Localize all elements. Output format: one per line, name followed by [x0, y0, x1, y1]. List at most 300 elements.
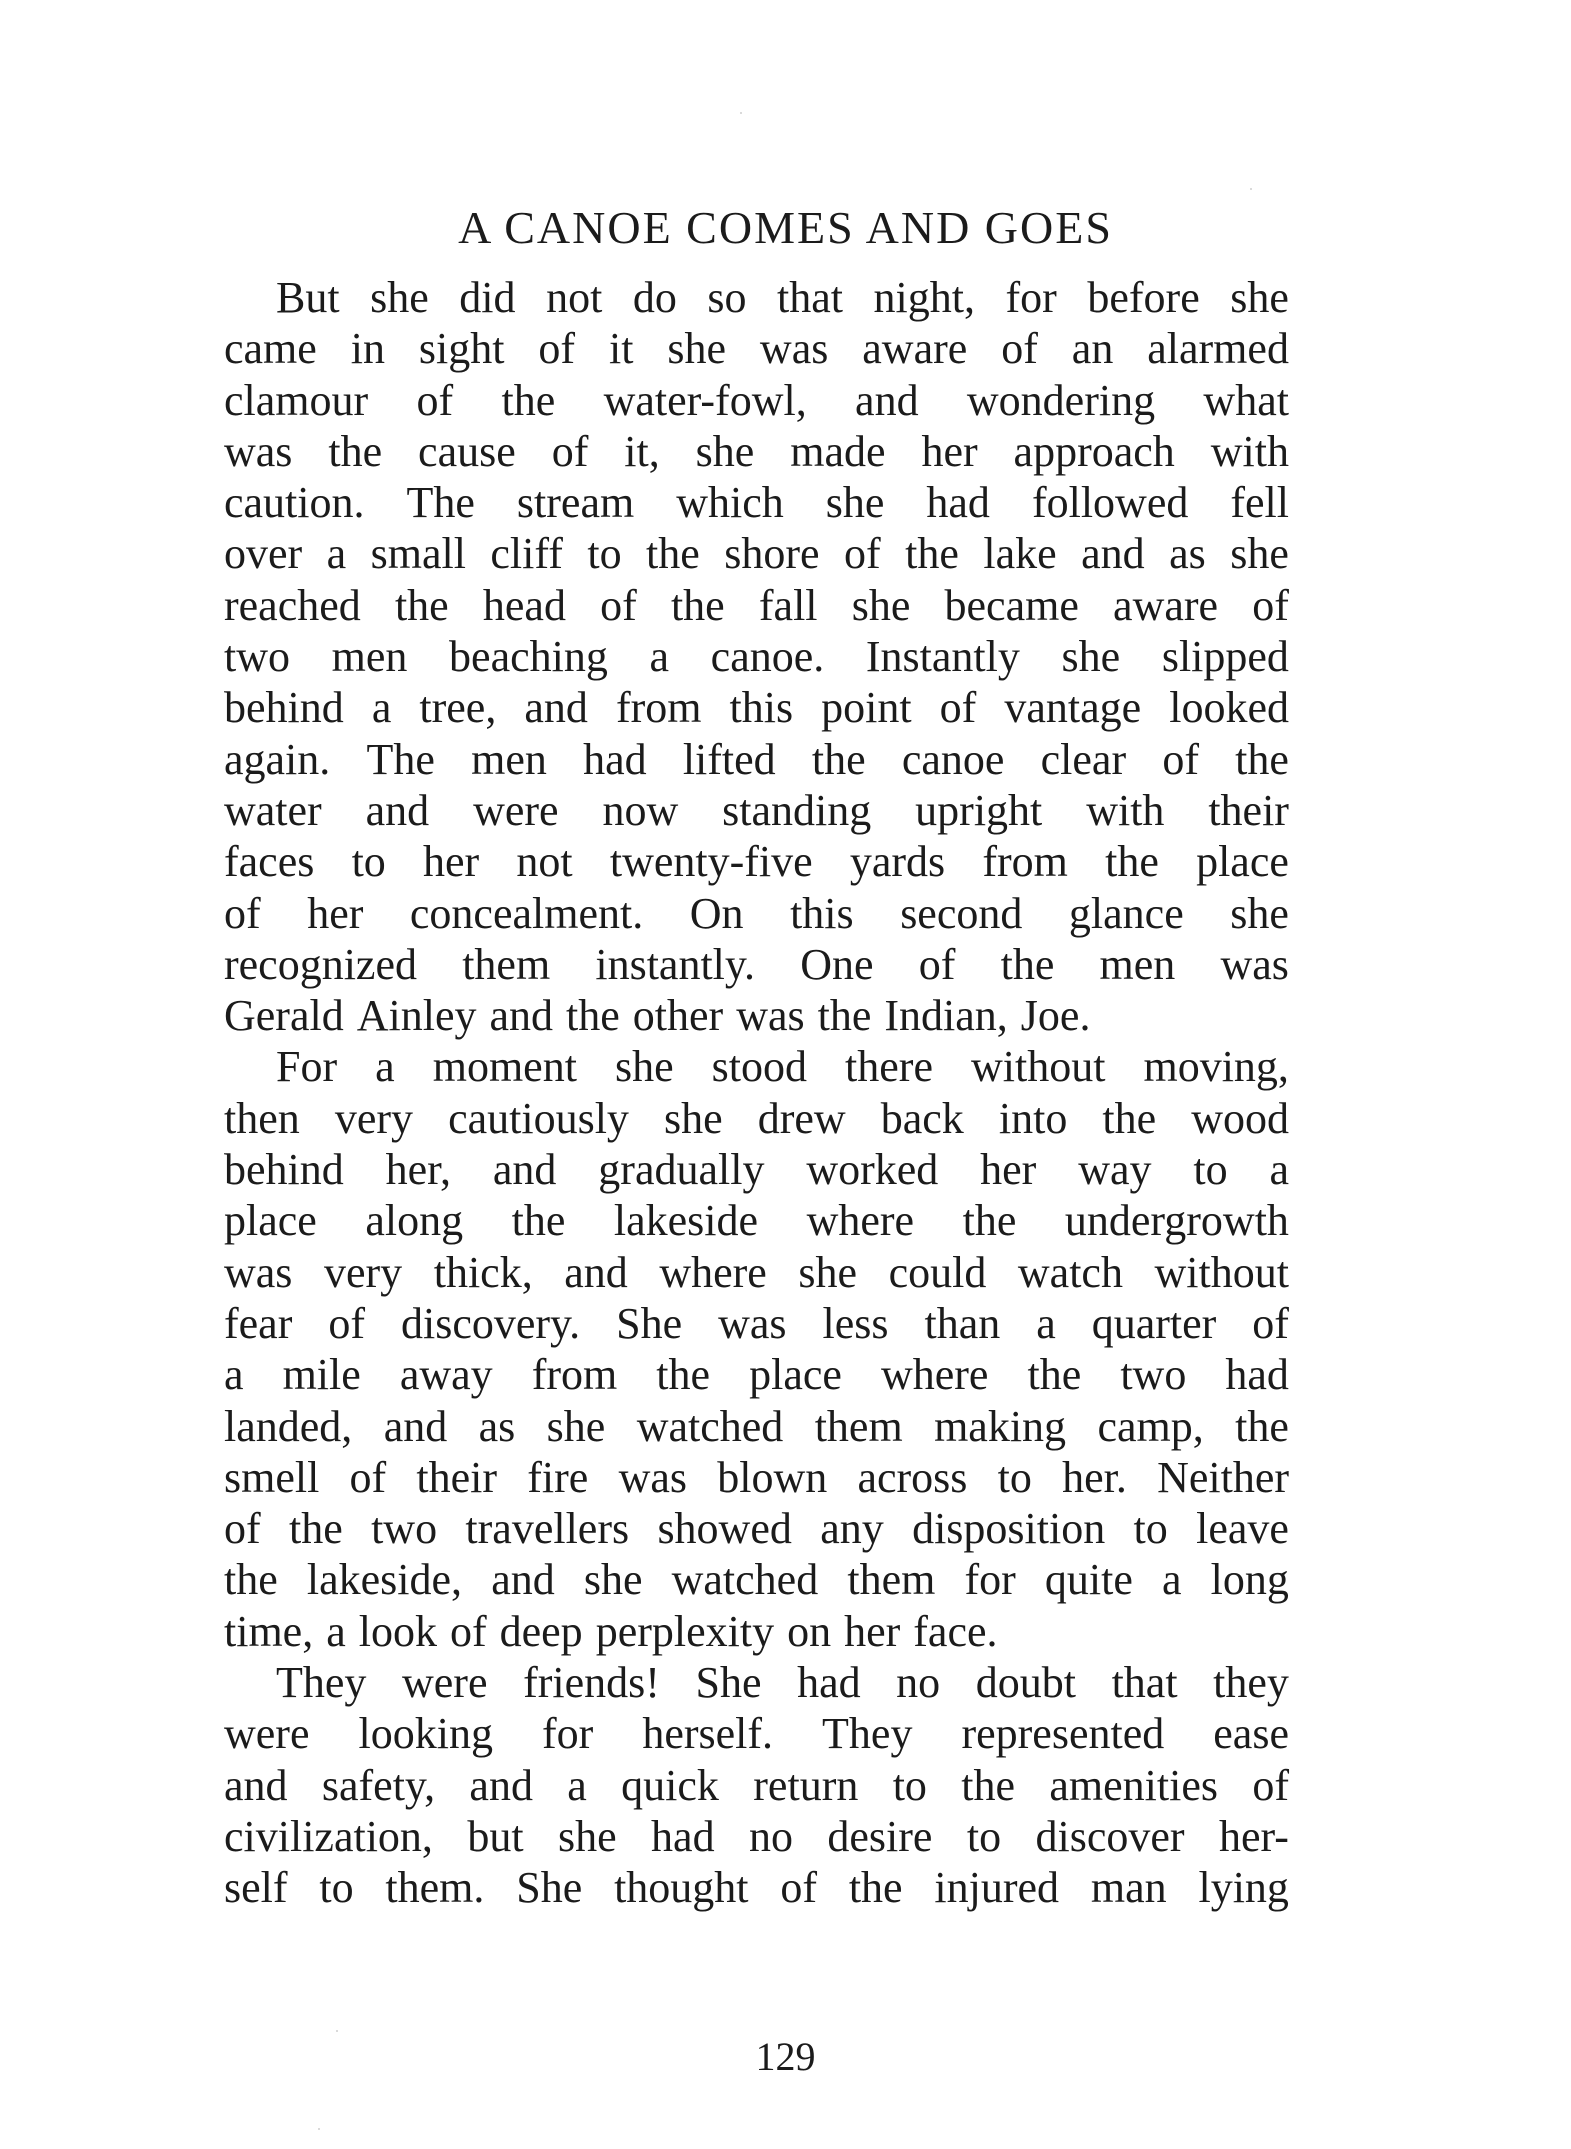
word: followed	[1031, 478, 1189, 528]
word: back	[880, 1093, 964, 1143]
text-line	[224, 1452, 1289, 1503]
word: a	[371, 683, 392, 733]
word: of	[600, 580, 637, 630]
word: reached	[224, 580, 361, 630]
word: her	[307, 888, 364, 938]
word: so	[707, 273, 747, 322]
word: without	[1154, 1247, 1289, 1297]
word: could	[888, 1247, 987, 1297]
word: cautiously	[448, 1093, 629, 1143]
word: they	[1213, 1658, 1289, 1708]
word: glance	[1068, 888, 1184, 938]
word: the	[224, 1555, 278, 1605]
word: very	[323, 1247, 403, 1297]
word: and	[383, 1401, 448, 1451]
word: had	[797, 1658, 861, 1708]
word: the	[811, 734, 866, 784]
word: civilization,	[224, 1811, 433, 1861]
word: was	[759, 324, 829, 374]
word: thick,	[433, 1247, 533, 1297]
word: place	[749, 1350, 842, 1400]
word: that	[777, 273, 843, 322]
word: fear	[224, 1298, 293, 1348]
running-head: A CANOE COMES AND GOES	[458, 202, 1113, 253]
text-line	[224, 1298, 1289, 1349]
word: Instantly	[865, 632, 1020, 682]
word: in	[350, 324, 385, 374]
word: a	[326, 529, 347, 579]
word: ease	[1213, 1709, 1289, 1759]
word: and	[491, 1555, 555, 1605]
word: blown	[717, 1452, 828, 1502]
word: men	[1099, 939, 1176, 989]
text-line	[224, 272, 1289, 323]
word: of	[844, 529, 881, 579]
word: and	[224, 1760, 288, 1810]
word: not	[546, 273, 603, 322]
word: she	[370, 273, 429, 322]
word: canoe.	[710, 632, 825, 682]
word: the	[288, 1504, 343, 1554]
word: moving,	[1143, 1042, 1289, 1092]
text-line	[224, 1862, 1289, 1913]
word: other	[632, 991, 724, 1041]
text-line	[224, 1811, 1289, 1862]
word: a	[1162, 1555, 1182, 1605]
word: For	[276, 1042, 338, 1092]
word: became	[944, 580, 1079, 630]
word: the	[566, 991, 620, 1041]
word: was	[618, 1452, 687, 1502]
word: small	[370, 529, 466, 579]
word: water-fowl,	[603, 375, 807, 425]
word: quite	[1044, 1555, 1133, 1605]
word: of	[1001, 324, 1038, 374]
word: amenities	[1049, 1760, 1218, 1810]
paper-speck	[740, 112, 742, 114]
word: to	[892, 1760, 927, 1810]
word: she	[557, 1811, 617, 1861]
word: to	[966, 1811, 1002, 1861]
word: she	[798, 1247, 858, 1297]
word: where	[659, 1247, 767, 1297]
word: self	[224, 1863, 288, 1913]
word: to	[587, 529, 622, 579]
word: wondering	[966, 375, 1156, 425]
word: she	[851, 580, 911, 630]
word: injured	[934, 1863, 1060, 1913]
word: quarter	[1091, 1298, 1217, 1348]
word: undergrowth	[1064, 1196, 1289, 1246]
word: but	[467, 1811, 524, 1861]
word: of	[1252, 1760, 1289, 1810]
text-line	[224, 682, 1289, 733]
word: point	[821, 683, 912, 733]
word: moment	[432, 1042, 577, 1092]
word: before	[1087, 273, 1200, 322]
word: the	[394, 580, 449, 630]
word: head	[482, 580, 566, 630]
word: Neither	[1157, 1452, 1289, 1502]
word: a	[1036, 1298, 1056, 1348]
word: then	[224, 1093, 300, 1143]
word: there	[845, 1042, 933, 1092]
word: lakeside	[613, 1196, 759, 1246]
word: of	[939, 683, 977, 733]
word: sight	[418, 324, 505, 374]
word: time,	[224, 1606, 314, 1656]
word: across	[857, 1452, 968, 1502]
word: looking	[358, 1709, 493, 1759]
word: friends!	[523, 1658, 660, 1708]
word: two	[1120, 1350, 1187, 1400]
word: place	[1196, 837, 1289, 887]
word: Joe.	[1020, 991, 1091, 1041]
word: deep	[499, 1606, 583, 1656]
word: They	[822, 1709, 913, 1759]
word: of	[918, 939, 956, 989]
word: beaching	[449, 632, 608, 682]
word: she	[1061, 632, 1121, 682]
word: represented	[961, 1709, 1165, 1759]
text-line	[224, 1606, 1289, 1657]
word: the	[656, 1350, 711, 1400]
word: disposition	[912, 1504, 1106, 1554]
word: doubt	[975, 1658, 1076, 1708]
word: of	[1252, 1298, 1289, 1348]
word: no	[896, 1658, 941, 1708]
word: cause	[418, 426, 516, 476]
word: was	[718, 1298, 787, 1348]
word: of	[449, 1606, 487, 1656]
word: with	[1086, 785, 1165, 835]
word: slipped	[1161, 632, 1289, 682]
word: and	[855, 375, 919, 425]
word: face.	[913, 1606, 998, 1656]
word: stood	[711, 1042, 807, 1092]
word: She	[516, 1863, 583, 1913]
word: tree,	[419, 683, 497, 733]
word: the	[1235, 1401, 1289, 1451]
word: way	[1078, 1145, 1152, 1195]
word: gradually	[598, 1145, 765, 1195]
word: away	[399, 1350, 493, 1400]
word: her	[423, 837, 480, 887]
word: looked	[1169, 683, 1289, 733]
word: caution.	[224, 478, 365, 528]
word: landed,	[224, 1401, 353, 1451]
text-line	[224, 836, 1289, 887]
word: long	[1210, 1555, 1289, 1605]
text-line	[224, 1041, 1289, 1092]
word: she	[1230, 273, 1289, 322]
word: two	[224, 632, 290, 682]
text-line	[224, 1247, 1289, 1298]
word: behind	[224, 683, 344, 733]
word: as	[1169, 529, 1206, 579]
word: on	[787, 1606, 832, 1656]
word: of	[349, 1452, 387, 1502]
word: where	[880, 1350, 989, 1400]
word: safety,	[321, 1760, 436, 1810]
word: into	[998, 1093, 1068, 1143]
word: yards	[849, 837, 946, 887]
word: was	[224, 1247, 293, 1297]
word: she	[1230, 888, 1289, 938]
word: for	[1005, 273, 1057, 322]
text-line	[224, 375, 1289, 426]
word: She	[695, 1658, 762, 1708]
word: the	[848, 1863, 903, 1913]
word: canoe	[901, 734, 1005, 784]
word: than	[924, 1298, 1001, 1348]
word: less	[822, 1298, 889, 1348]
word: night,	[873, 273, 975, 322]
word: were	[224, 1709, 310, 1759]
word: she	[667, 324, 726, 374]
word: Ainley	[356, 991, 477, 1041]
word: travellers	[465, 1504, 630, 1554]
word: was	[736, 991, 805, 1041]
paper-speck	[318, 2128, 320, 2130]
body-text	[224, 272, 1289, 1914]
word: worked	[806, 1145, 939, 1195]
word: of	[780, 1863, 817, 1913]
word: men	[471, 734, 547, 784]
word: man	[1090, 1863, 1167, 1913]
word: and	[564, 1247, 628, 1297]
word: a	[326, 1606, 346, 1656]
word: On	[689, 888, 744, 938]
word: to	[319, 1863, 354, 1913]
word: which	[676, 478, 784, 528]
word: perplexity	[595, 1606, 775, 1656]
text-line	[224, 785, 1289, 836]
word: and	[365, 785, 430, 835]
word: she	[664, 1093, 723, 1143]
word: it	[608, 324, 634, 374]
word: look	[358, 1606, 437, 1656]
word: and	[492, 1145, 557, 1195]
word: her-	[1218, 1811, 1289, 1861]
text-line	[224, 323, 1289, 374]
word: she	[583, 1555, 643, 1605]
text-line	[224, 939, 1289, 990]
word: leave	[1196, 1504, 1289, 1554]
word: not	[516, 837, 573, 887]
word: for	[541, 1709, 594, 1759]
word: was	[224, 426, 293, 476]
word: them	[847, 1555, 936, 1605]
word: them	[462, 939, 551, 989]
word: approach	[1013, 426, 1175, 476]
word: had	[651, 1811, 715, 1861]
word: the	[1000, 939, 1055, 989]
word: faces	[224, 837, 315, 887]
word: no	[748, 1811, 793, 1861]
word: without	[971, 1042, 1106, 1092]
word: Indian,	[884, 991, 1008, 1041]
page-number: 129	[755, 2034, 816, 2079]
word: lake	[983, 529, 1057, 579]
word: her	[844, 1606, 901, 1656]
word: return	[753, 1760, 859, 1810]
word: fire	[527, 1452, 589, 1502]
word: she	[695, 426, 755, 476]
word: and	[489, 991, 554, 1041]
word: the	[1102, 1093, 1157, 1143]
word: as	[478, 1401, 516, 1451]
word: twenty-five	[609, 837, 813, 887]
text-line	[224, 1401, 1289, 1452]
word: showed	[657, 1504, 792, 1554]
word: the	[961, 1760, 1016, 1810]
word: a	[224, 1350, 244, 1400]
word: their	[1208, 785, 1289, 835]
word: of	[416, 375, 454, 425]
word: concealment.	[409, 888, 644, 938]
word: smell	[224, 1452, 320, 1502]
word: of	[328, 1298, 365, 1348]
text-line	[224, 888, 1289, 939]
word: She	[616, 1298, 683, 1348]
word: was	[1220, 939, 1289, 989]
word: water	[224, 785, 322, 835]
word: her.	[1062, 1452, 1127, 1502]
word: this	[790, 888, 854, 938]
word: aware	[1113, 580, 1219, 630]
word: camp,	[1097, 1401, 1204, 1451]
text-line	[224, 1144, 1289, 1195]
word: over	[224, 529, 303, 579]
word: making	[934, 1401, 1067, 1451]
word: what	[1203, 375, 1289, 425]
word: she	[546, 1401, 606, 1451]
word: her	[980, 1145, 1037, 1195]
word: this	[729, 683, 794, 733]
word: of	[551, 426, 589, 476]
paper-speck	[336, 2030, 338, 2032]
word: from	[531, 1350, 618, 1400]
word: instantly.	[595, 939, 756, 989]
word: stream	[516, 478, 635, 528]
word: the	[511, 1196, 566, 1246]
word: the	[817, 991, 872, 1041]
word: of	[224, 1504, 261, 1554]
text-line	[224, 1503, 1289, 1554]
paper-speck	[1250, 188, 1252, 190]
word: did	[459, 273, 516, 322]
word: of	[1252, 580, 1289, 630]
word: and	[469, 1760, 533, 1810]
word: she	[1230, 529, 1289, 579]
word: from	[982, 837, 1068, 887]
word: and	[1081, 529, 1145, 579]
word: place	[224, 1196, 317, 1246]
word: two	[371, 1504, 438, 1554]
word: standing	[722, 785, 872, 835]
word: to	[1133, 1504, 1168, 1554]
word: for	[964, 1555, 1016, 1605]
word: cliff	[490, 529, 563, 579]
word: watched	[636, 1401, 784, 1451]
word: men	[331, 632, 408, 682]
word: vantage	[1004, 683, 1142, 733]
word: her,	[385, 1145, 452, 1195]
word: any	[820, 1504, 884, 1554]
word: But	[276, 273, 340, 322]
word: watch	[1017, 1247, 1123, 1297]
word: upright	[915, 785, 1043, 835]
word: were	[473, 785, 559, 835]
word: were	[401, 1658, 488, 1708]
word: the	[328, 426, 383, 476]
word: to	[1193, 1145, 1228, 1195]
word: of	[538, 324, 576, 374]
text-line	[224, 990, 1289, 1041]
word: shore	[724, 529, 820, 579]
word: the	[1235, 734, 1289, 784]
word: had	[1225, 1350, 1289, 1400]
word: mile	[282, 1350, 361, 1400]
word: of	[224, 888, 261, 938]
word: The	[366, 734, 435, 784]
word: One	[800, 939, 874, 989]
word: clear	[1040, 734, 1127, 784]
word: the	[670, 580, 725, 630]
text-line	[224, 631, 1289, 682]
word: They	[276, 1658, 367, 1708]
word: their	[416, 1452, 498, 1502]
word: drew	[757, 1093, 846, 1143]
text-line	[224, 426, 1289, 477]
word: discovery.	[400, 1298, 581, 1348]
word: of	[1162, 734, 1199, 784]
text-line	[224, 1760, 1289, 1811]
word: from	[615, 683, 702, 733]
word: a	[649, 632, 670, 682]
word: desire	[827, 1811, 933, 1861]
word: to	[997, 1452, 1032, 1502]
text-line	[224, 1093, 1289, 1144]
word: them.	[385, 1863, 485, 1913]
text-line	[224, 1195, 1289, 1246]
word: Gerald	[224, 991, 344, 1041]
word: alarmed	[1147, 324, 1289, 374]
word: do	[632, 273, 677, 322]
word: now	[602, 785, 679, 835]
word: lakeside,	[306, 1555, 463, 1605]
word: fall	[758, 580, 818, 630]
word: had	[583, 734, 647, 784]
text-line	[224, 1708, 1289, 1759]
word: that	[1111, 1658, 1178, 1708]
word: wood	[1191, 1093, 1289, 1143]
text-line	[224, 1657, 1289, 1708]
word: lying	[1198, 1863, 1289, 1913]
word: herself.	[642, 1709, 774, 1759]
word: very	[334, 1093, 414, 1143]
word: the	[1105, 837, 1159, 887]
word: came	[224, 324, 317, 374]
word: with	[1210, 426, 1289, 476]
word: the	[1027, 1350, 1082, 1400]
word: thought	[614, 1863, 749, 1913]
word: a	[567, 1760, 587, 1810]
word: she	[825, 478, 885, 528]
word: quick	[621, 1760, 719, 1810]
text-line	[224, 734, 1289, 785]
